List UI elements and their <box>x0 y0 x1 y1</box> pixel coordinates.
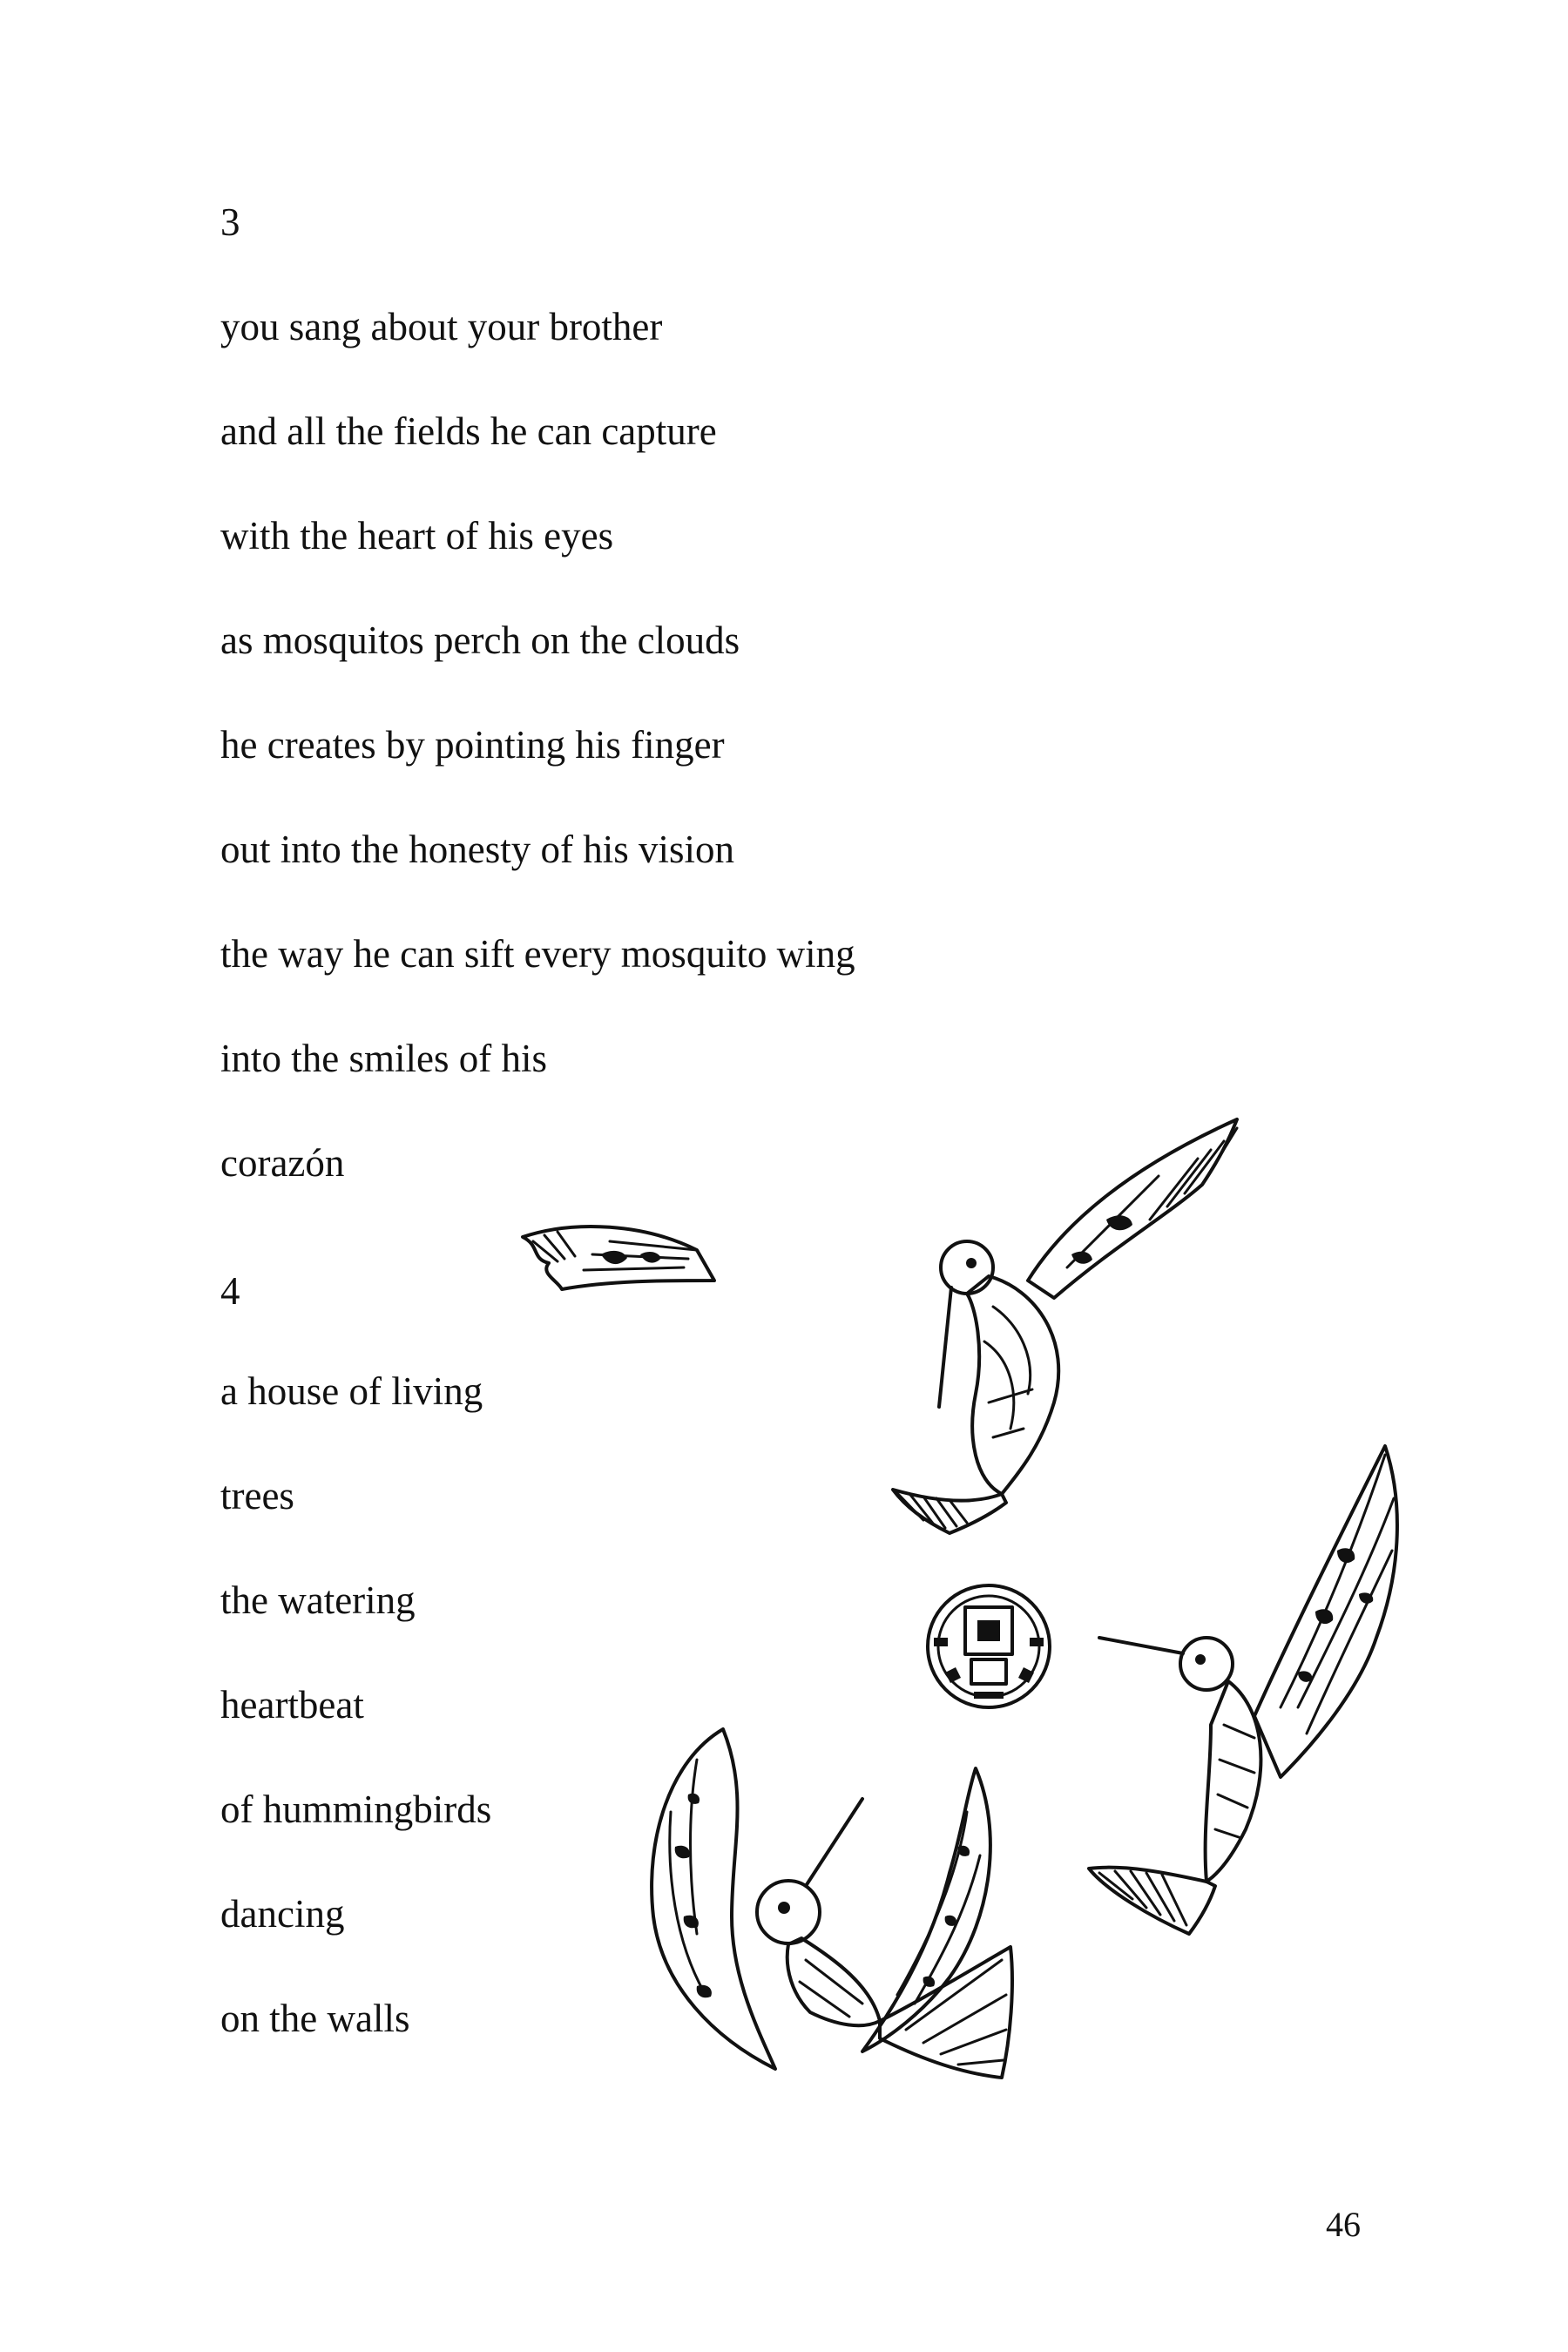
poem-line: with the heart of his eyes <box>220 514 614 558</box>
poem-line: the way he can sift every mosquito wing <box>220 932 855 976</box>
poem-line: of hummingbirds <box>220 1788 492 1831</box>
poem-line: you sang about your brother <box>220 305 663 348</box>
section-number-3: 3 <box>220 200 240 244</box>
poem-line: dancing <box>220 1892 345 1936</box>
poem-line: the watering <box>220 1578 416 1622</box>
poem-line: and all the fields he can capture <box>220 409 717 453</box>
poem-line: on the walls <box>220 1997 410 2040</box>
hummingbird-icon <box>523 1119 1237 1533</box>
poem-line: a house of living <box>220 1369 483 1413</box>
poem-line: into the smiles of his <box>220 1037 547 1080</box>
section-number-4: 4 <box>220 1269 240 1313</box>
poem-line: trees <box>220 1474 294 1517</box>
page-number: 46 <box>1326 2205 1361 2244</box>
poem-line: out into the honesty of his vision <box>220 828 734 871</box>
poem-line: he creates by pointing his finger <box>220 723 725 767</box>
poem-line: corazón <box>220 1141 345 1185</box>
poem-line: as mosquitos perch on the clouds <box>220 618 740 662</box>
hummingbird-icon <box>652 1729 1012 2078</box>
aztec-glyph-icon <box>928 1585 1050 1707</box>
poem-line: heartbeat <box>220 1683 364 1727</box>
hummingbird-icon <box>1089 1446 1397 1934</box>
